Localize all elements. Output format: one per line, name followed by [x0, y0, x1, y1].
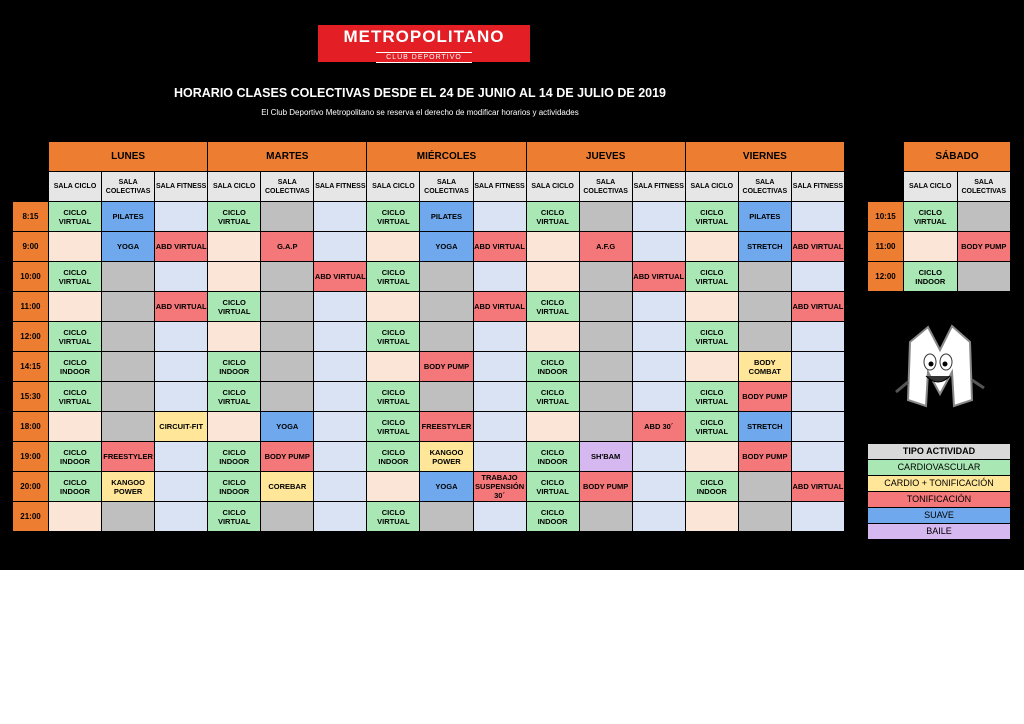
class-cell: CICLO INDOOR	[49, 442, 102, 472]
class-cell: ABD VIRTUAL	[473, 232, 526, 262]
class-cell: BODY COMBAT	[738, 352, 791, 382]
class-cell: ABD VIRTUAL	[473, 292, 526, 322]
time-slot-row	[13, 232, 845, 262]
time-cell: 18:00	[13, 412, 49, 442]
class-cell	[473, 262, 526, 292]
time-slot-row	[13, 292, 845, 322]
class-cell	[208, 232, 261, 262]
club-logo	[318, 25, 530, 62]
class-cell	[420, 502, 473, 532]
class-cell: CICLO VIRTUAL	[208, 292, 261, 322]
class-cell	[208, 412, 261, 442]
class-cell: BODY PUMP	[579, 472, 632, 502]
class-cell	[314, 502, 367, 532]
class-cell	[579, 202, 632, 232]
class-cell: PILATES	[102, 202, 155, 232]
class-cell	[367, 472, 420, 502]
class-cell: CICLO INDOOR	[208, 352, 261, 382]
class-cell	[155, 352, 208, 382]
time-cell: 12:00	[868, 262, 904, 292]
room-header: SALA CICLO	[526, 172, 579, 202]
class-cell	[314, 232, 367, 262]
class-cell	[314, 322, 367, 352]
class-cell: ABD VIRTUAL	[155, 292, 208, 322]
class-cell: STRETCH	[738, 412, 791, 442]
legend-item: BAILE	[868, 524, 1011, 540]
room-header: SALA FITNESS	[314, 172, 367, 202]
class-cell	[420, 322, 473, 352]
class-cell: CICLO VIRTUAL	[208, 502, 261, 532]
room-header-row	[13, 172, 845, 202]
time-cell: 9:00	[13, 232, 49, 262]
day-header: SÁBADO	[904, 142, 1011, 172]
class-cell	[685, 352, 738, 382]
class-cell	[632, 472, 685, 502]
class-cell	[102, 382, 155, 412]
class-cell: BODY PUMP	[261, 442, 314, 472]
class-cell: CICLO VIRTUAL	[208, 202, 261, 232]
legend-row	[868, 476, 1011, 492]
class-cell: CICLO VIRTUAL	[526, 292, 579, 322]
class-cell	[632, 232, 685, 262]
class-cell	[526, 262, 579, 292]
room-header: SALA CICLO	[208, 172, 261, 202]
room-header: SALA FITNESS	[791, 172, 844, 202]
time-slot-row	[13, 412, 845, 442]
class-cell	[738, 322, 791, 352]
room-header: SALA CICLO	[367, 172, 420, 202]
legend-item: CARDIOVASCULAR	[868, 460, 1011, 476]
legend-title-row	[868, 444, 1011, 460]
corner-cell	[868, 172, 904, 202]
day-header: MARTES	[208, 142, 367, 172]
class-cell	[314, 382, 367, 412]
class-cell	[314, 352, 367, 382]
class-cell	[49, 502, 102, 532]
class-cell: BODY PUMP	[420, 352, 473, 382]
legend-item: SUAVE	[868, 508, 1011, 524]
legend-item: CARDIO + TONIFICACIÓN	[868, 476, 1011, 492]
class-cell: CICLO VIRTUAL	[904, 202, 958, 232]
class-cell	[102, 352, 155, 382]
class-cell	[685, 442, 738, 472]
class-cell: CICLO VIRTUAL	[526, 202, 579, 232]
class-cell: CICLO INDOOR	[49, 472, 102, 502]
class-cell: YOGA	[261, 412, 314, 442]
class-cell: CICLO VIRTUAL	[685, 262, 738, 292]
class-cell	[261, 322, 314, 352]
class-cell: CICLO VIRTUAL	[49, 322, 102, 352]
time-slot-row	[13, 382, 845, 412]
class-cell: CICLO VIRTUAL	[685, 412, 738, 442]
time-slot-row	[13, 322, 845, 352]
class-cell	[155, 502, 208, 532]
room-header: SALA COLECTIVAS	[102, 172, 155, 202]
class-cell	[526, 322, 579, 352]
class-cell	[261, 502, 314, 532]
class-cell	[738, 472, 791, 502]
legend-item: TONIFICACIÓN	[868, 492, 1011, 508]
class-cell	[314, 292, 367, 322]
class-cell: BODY PUMP	[738, 382, 791, 412]
class-cell	[473, 412, 526, 442]
class-cell	[526, 412, 579, 442]
room-header: SALA CICLO	[904, 172, 958, 202]
class-cell	[155, 382, 208, 412]
legend-row	[868, 508, 1011, 524]
class-cell: ABD VIRTUAL	[791, 292, 844, 322]
time-slot-row	[13, 262, 845, 292]
corner-cell	[868, 142, 904, 172]
class-cell	[632, 502, 685, 532]
class-cell: KANGOO POWER	[102, 472, 155, 502]
class-cell	[632, 292, 685, 322]
class-cell: COREBAR	[261, 472, 314, 502]
day-header: VIERNES	[685, 142, 844, 172]
legend-row	[868, 492, 1011, 508]
day-header: JUEVES	[526, 142, 685, 172]
class-cell: CIRCUIT-FIT	[155, 412, 208, 442]
room-header: SALA COLECTIVAS	[420, 172, 473, 202]
class-cell: ABD VIRTUAL	[791, 472, 844, 502]
legend-title: TIPO ACTIVIDAD	[868, 444, 1011, 460]
class-cell	[208, 262, 261, 292]
class-cell	[791, 202, 844, 232]
class-cell	[420, 382, 473, 412]
time-slot-row	[868, 262, 1011, 292]
class-cell	[102, 502, 155, 532]
time-cell: 12:00	[13, 322, 49, 352]
corner-cell	[13, 172, 49, 202]
class-cell	[579, 412, 632, 442]
day-header: MIÉRCOLES	[367, 142, 526, 172]
class-cell: CICLO INDOOR	[208, 472, 261, 502]
class-cell: CICLO VIRTUAL	[685, 322, 738, 352]
class-cell	[738, 292, 791, 322]
class-cell: BODY PUMP	[738, 442, 791, 472]
saturday-header-row	[868, 142, 1011, 172]
class-cell	[738, 262, 791, 292]
room-header: SALA COLECTIVAS	[957, 172, 1011, 202]
class-cell	[473, 442, 526, 472]
class-cell	[49, 232, 102, 262]
class-cell: CICLO INDOOR	[904, 262, 958, 292]
room-header: SALA COLECTIVAS	[738, 172, 791, 202]
class-cell	[261, 262, 314, 292]
class-cell: CICLO VIRTUAL	[49, 202, 102, 232]
class-cell	[367, 232, 420, 262]
class-cell: YOGA	[420, 232, 473, 262]
class-cell	[473, 382, 526, 412]
class-cell	[420, 262, 473, 292]
class-cell: CICLO VIRTUAL	[685, 382, 738, 412]
class-cell	[261, 382, 314, 412]
class-cell: PILATES	[420, 202, 473, 232]
class-cell	[208, 322, 261, 352]
class-cell	[261, 202, 314, 232]
time-slot-row	[868, 202, 1011, 232]
class-cell	[102, 292, 155, 322]
class-cell	[632, 202, 685, 232]
class-cell	[738, 502, 791, 532]
time-cell: 8:15	[13, 202, 49, 232]
class-cell: CICLO VIRTUAL	[367, 412, 420, 442]
class-cell: ABD 30´	[632, 412, 685, 442]
room-header: SALA CICLO	[685, 172, 738, 202]
class-cell: CICLO VIRTUAL	[526, 472, 579, 502]
room-header: SALA FITNESS	[473, 172, 526, 202]
activity-legend	[867, 443, 1011, 540]
class-cell	[314, 442, 367, 472]
class-cell	[102, 262, 155, 292]
corner-cell	[13, 142, 49, 172]
room-header: SALA FITNESS	[155, 172, 208, 202]
class-cell	[791, 442, 844, 472]
class-cell: PILATES	[738, 202, 791, 232]
time-slot-row	[13, 502, 845, 532]
class-cell: CICLO VIRTUAL	[367, 322, 420, 352]
class-cell	[579, 352, 632, 382]
time-cell: 10:15	[868, 202, 904, 232]
class-cell	[904, 232, 958, 262]
class-cell	[314, 202, 367, 232]
class-cell	[685, 292, 738, 322]
weekday-schedule-table	[12, 141, 845, 532]
class-cell: CICLO VIRTUAL	[526, 382, 579, 412]
class-cell	[473, 322, 526, 352]
time-cell: 14:15	[13, 352, 49, 382]
class-cell	[420, 292, 473, 322]
class-cell	[473, 352, 526, 382]
class-cell: ABD VIRTUAL	[632, 262, 685, 292]
class-cell: CICLO VIRTUAL	[367, 502, 420, 532]
class-cell	[791, 502, 844, 532]
time-slot-row	[868, 232, 1011, 262]
class-cell	[102, 322, 155, 352]
time-cell: 20:00	[13, 472, 49, 502]
class-cell	[791, 262, 844, 292]
class-cell: CICLO VIRTUAL	[367, 202, 420, 232]
class-cell	[791, 412, 844, 442]
class-cell: CICLO VIRTUAL	[49, 382, 102, 412]
time-slot-row	[13, 442, 845, 472]
logo-subtitle: CLUB DEPORTIVO	[376, 52, 472, 63]
page-subtitle: El Club Deportivo Metropolitano se reserva el derecho de modificar horarios y actividades	[261, 108, 579, 117]
class-cell	[155, 472, 208, 502]
class-cell	[579, 502, 632, 532]
class-cell	[632, 352, 685, 382]
class-cell: CICLO VIRTUAL	[367, 262, 420, 292]
room-header: SALA COLECTIVAS	[261, 172, 314, 202]
class-cell	[791, 322, 844, 352]
mascot-illustration	[888, 322, 988, 412]
time-cell: 11:00	[13, 292, 49, 322]
class-cell	[579, 382, 632, 412]
class-cell	[579, 262, 632, 292]
room-header: SALA COLECTIVAS	[579, 172, 632, 202]
class-cell	[957, 262, 1011, 292]
class-cell: CICLO INDOOR	[208, 442, 261, 472]
class-cell	[155, 322, 208, 352]
class-cell	[314, 472, 367, 502]
saturday-room-row	[868, 172, 1011, 202]
class-cell	[685, 232, 738, 262]
class-cell: BODY PUMP	[957, 232, 1011, 262]
class-cell	[261, 292, 314, 322]
time-cell: 11:00	[868, 232, 904, 262]
time-cell: 15:30	[13, 382, 49, 412]
legend-row	[868, 524, 1011, 540]
class-cell: CICLO VIRTUAL	[367, 382, 420, 412]
room-header: SALA CICLO	[49, 172, 102, 202]
legend-row	[868, 460, 1011, 476]
class-cell: KANGOO POWER	[420, 442, 473, 472]
class-cell	[632, 382, 685, 412]
class-cell	[155, 202, 208, 232]
class-cell: STRETCH	[738, 232, 791, 262]
class-cell	[102, 412, 155, 442]
class-cell	[473, 202, 526, 232]
class-cell: CICLO INDOOR	[526, 442, 579, 472]
page-title: HORARIO CLASES COLECTIVAS DESDE EL 24 DE JUNIO AL 14 DE JULIO DE 2019	[173, 86, 667, 100]
room-header: SALA FITNESS	[632, 172, 685, 202]
class-cell	[957, 202, 1011, 232]
class-cell: ABD VIRTUAL	[314, 262, 367, 292]
class-cell: CICLO VIRTUAL	[685, 202, 738, 232]
time-slot-row	[13, 352, 845, 382]
class-cell: FREESTYLER	[420, 412, 473, 442]
class-cell	[49, 292, 102, 322]
class-cell: TRABAJO SUSPENSIÓN 30´	[474, 473, 525, 500]
class-cell: ABD VIRTUAL	[155, 232, 208, 262]
class-cell: YOGA	[420, 472, 473, 502]
day-header: LUNES	[49, 142, 208, 172]
class-cell: CICLO INDOOR	[367, 442, 420, 472]
class-cell	[261, 352, 314, 382]
class-cell	[526, 232, 579, 262]
day-header-row	[13, 142, 845, 172]
class-cell: CICLO VIRTUAL	[49, 262, 102, 292]
class-cell: YOGA	[102, 232, 155, 262]
class-cell	[579, 322, 632, 352]
class-cell: CICLO INDOOR	[526, 502, 579, 532]
class-cell	[791, 382, 844, 412]
class-cell	[632, 322, 685, 352]
class-cell	[685, 502, 738, 532]
class-cell: CICLO INDOOR	[685, 472, 738, 502]
class-cell	[791, 352, 844, 382]
time-slot-row	[13, 472, 845, 502]
logo-name: METROPOLITANO	[343, 27, 505, 46]
class-cell: SH'BAM	[579, 442, 632, 472]
class-cell: CICLO INDOOR	[49, 352, 102, 382]
class-cell: FREESTYLER	[102, 442, 155, 472]
class-cell	[473, 502, 526, 532]
class-cell	[367, 352, 420, 382]
time-cell: 21:00	[13, 502, 49, 532]
class-cell: CICLO VIRTUAL	[208, 382, 261, 412]
class-cell: CICLO INDOOR	[526, 352, 579, 382]
class-cell	[579, 292, 632, 322]
class-cell: A.F.G	[579, 232, 632, 262]
class-cell	[314, 412, 367, 442]
saturday-schedule-table	[867, 141, 1011, 292]
class-cell: ABD VIRTUAL	[791, 232, 844, 262]
time-cell: 10:00	[13, 262, 49, 292]
time-cell: 19:00	[13, 442, 49, 472]
class-cell	[367, 292, 420, 322]
time-slot-row	[13, 202, 845, 232]
class-cell	[49, 412, 102, 442]
class-cell: G.A.P	[261, 232, 314, 262]
class-cell	[155, 262, 208, 292]
class-cell	[155, 442, 208, 472]
class-cell	[632, 442, 685, 472]
